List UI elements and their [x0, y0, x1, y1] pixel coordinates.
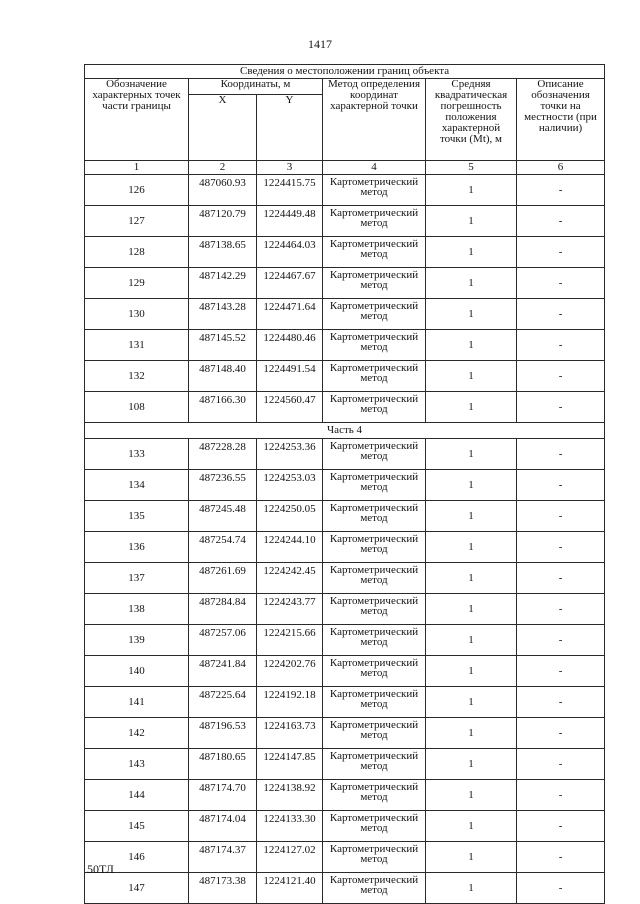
table-row — [85, 392, 605, 423]
point-number-cell: 146 — [85, 842, 189, 873]
description-cell: - — [517, 439, 605, 470]
x-coordinate-cell: 487166.30 — [189, 392, 257, 423]
x-coordinate-cell: 487241.84 — [189, 656, 257, 687]
table-row — [85, 594, 605, 625]
table-row — [85, 237, 605, 268]
section-row — [85, 423, 605, 439]
x-coordinate-cell: 487225.64 — [189, 687, 257, 718]
table-row — [85, 625, 605, 656]
page-number: 1417 — [308, 37, 332, 51]
description-cell: - — [517, 299, 605, 330]
accuracy-cell: 1 — [426, 842, 517, 873]
header-description: Описание обозначения точки на местности (при наличии) — [517, 79, 605, 161]
table-row — [85, 780, 605, 811]
table-row — [85, 206, 605, 237]
accuracy-cell: 1 — [426, 237, 517, 268]
method-cell: Картометрический метод — [323, 749, 426, 780]
x-coordinate-cell: 487254.74 — [189, 532, 257, 563]
x-coordinate-cell: 487174.70 — [189, 780, 257, 811]
method-cell: Картометрический метод — [323, 268, 426, 299]
table-title: Сведения о местоположении границ объекта — [85, 65, 605, 79]
accuracy-cell: 1 — [426, 718, 517, 749]
point-number-cell: 130 — [85, 299, 189, 330]
point-number-cell: 135 — [85, 501, 189, 532]
point-number-cell: 134 — [85, 470, 189, 501]
method-cell: Картометрический метод — [323, 206, 426, 237]
description-cell: - — [517, 625, 605, 656]
x-coordinate-cell: 487257.06 — [189, 625, 257, 656]
x-coordinate-cell: 487120.79 — [189, 206, 257, 237]
column-number-row — [85, 161, 605, 175]
point-number-cell: 127 — [85, 206, 189, 237]
x-coordinate-cell: 487180.65 — [189, 749, 257, 780]
accuracy-cell: 1 — [426, 206, 517, 237]
y-coordinate-cell: 1224127.02 — [257, 842, 323, 873]
y-coordinate-cell: 1224202.76 — [257, 656, 323, 687]
header-coordinates: Координаты, м — [189, 79, 323, 95]
column-number: 6 — [517, 161, 605, 175]
x-coordinate-cell: 487174.37 — [189, 842, 257, 873]
accuracy-cell: 1 — [426, 656, 517, 687]
y-coordinate-cell: 1224163.73 — [257, 718, 323, 749]
description-cell: - — [517, 361, 605, 392]
method-cell: Картометрический метод — [323, 439, 426, 470]
method-cell: Картометрический метод — [323, 330, 426, 361]
table-row — [85, 687, 605, 718]
column-number: 2 — [189, 161, 257, 175]
description-cell: - — [517, 749, 605, 780]
x-coordinate-cell: 487138.65 — [189, 237, 257, 268]
description-cell: - — [517, 811, 605, 842]
point-number-cell: 145 — [85, 811, 189, 842]
table-row — [85, 299, 605, 330]
table-row — [85, 749, 605, 780]
description-cell: - — [517, 470, 605, 501]
point-number-cell: 147 — [85, 873, 189, 904]
table-row — [85, 439, 605, 470]
x-coordinate-cell: 487060.93 — [189, 175, 257, 206]
x-coordinate-cell: 487284.84 — [189, 594, 257, 625]
description-cell: - — [517, 873, 605, 904]
accuracy-cell: 1 — [426, 563, 517, 594]
column-number: 5 — [426, 161, 517, 175]
accuracy-cell: 1 — [426, 361, 517, 392]
method-cell: Картометрический метод — [323, 470, 426, 501]
method-cell: Картометрический метод — [323, 687, 426, 718]
point-number-cell: 141 — [85, 687, 189, 718]
description-cell: - — [517, 175, 605, 206]
x-coordinate-cell: 487143.28 — [189, 299, 257, 330]
method-cell: Картометрический метод — [323, 237, 426, 268]
point-number-cell: 133 — [85, 439, 189, 470]
x-coordinate-cell: 487148.40 — [189, 361, 257, 392]
table-row — [85, 361, 605, 392]
x-coordinate-cell: 487245.48 — [189, 501, 257, 532]
header-method: Метод определения координат характерной точки — [323, 79, 426, 161]
header-accuracy: Средняя квадратическая погрешность положения характерной точки (Mt), м — [426, 79, 517, 161]
method-cell: Картометрический метод — [323, 625, 426, 656]
description-cell: - — [517, 268, 605, 299]
y-coordinate-cell: 1224133.30 — [257, 811, 323, 842]
header-designation: Обозначение характерных точек части границы — [85, 79, 189, 161]
accuracy-cell: 1 — [426, 811, 517, 842]
point-number-cell: 139 — [85, 625, 189, 656]
y-coordinate-cell: 1224242.45 — [257, 563, 323, 594]
description-cell: - — [517, 237, 605, 268]
y-coordinate-cell: 1224138.92 — [257, 780, 323, 811]
description-cell: - — [517, 656, 605, 687]
description-cell: - — [517, 330, 605, 361]
method-cell: Картометрический метод — [323, 299, 426, 330]
header-x: X — [189, 95, 257, 161]
section-label: Часть 4 — [85, 423, 605, 439]
method-cell: Картометрический метод — [323, 392, 426, 423]
table-row — [85, 470, 605, 501]
point-number-cell: 138 — [85, 594, 189, 625]
table-row — [85, 656, 605, 687]
table-row — [85, 811, 605, 842]
method-cell: Картометрический метод — [323, 873, 426, 904]
method-cell: Картометрический метод — [323, 594, 426, 625]
x-coordinate-cell: 487228.28 — [189, 439, 257, 470]
accuracy-cell: 1 — [426, 873, 517, 904]
y-coordinate-cell: 1224215.66 — [257, 625, 323, 656]
point-number-cell: 142 — [85, 718, 189, 749]
y-coordinate-cell: 1224253.36 — [257, 439, 323, 470]
accuracy-cell: 1 — [426, 594, 517, 625]
point-number-cell: 126 — [85, 175, 189, 206]
x-coordinate-cell: 487173.38 — [189, 873, 257, 904]
x-coordinate-cell: 487142.29 — [189, 268, 257, 299]
point-number-cell: 131 — [85, 330, 189, 361]
description-cell: - — [517, 206, 605, 237]
description-cell: - — [517, 392, 605, 423]
x-coordinate-cell: 487174.04 — [189, 811, 257, 842]
point-number-cell: 129 — [85, 268, 189, 299]
y-coordinate-cell: 1224243.77 — [257, 594, 323, 625]
x-coordinate-cell: 487196.53 — [189, 718, 257, 749]
accuracy-cell: 1 — [426, 268, 517, 299]
table-row — [85, 842, 605, 873]
point-number-cell: 136 — [85, 532, 189, 563]
table-row — [85, 268, 605, 299]
description-cell: - — [517, 687, 605, 718]
y-coordinate-cell: 1224147.85 — [257, 749, 323, 780]
table-row — [85, 563, 605, 594]
method-cell: Картометрический метод — [323, 811, 426, 842]
accuracy-cell: 1 — [426, 175, 517, 206]
column-number: 1 — [85, 161, 189, 175]
accuracy-cell: 1 — [426, 501, 517, 532]
description-cell: - — [517, 532, 605, 563]
method-cell: Картометрический метод — [323, 501, 426, 532]
column-number: 4 — [323, 161, 426, 175]
x-coordinate-cell: 487261.69 — [189, 563, 257, 594]
point-number-cell: 140 — [85, 656, 189, 687]
table-row — [85, 330, 605, 361]
method-cell: Картометрический метод — [323, 718, 426, 749]
column-number: 3 — [257, 161, 323, 175]
y-coordinate-cell: 1224192.18 — [257, 687, 323, 718]
y-coordinate-cell: 1224471.64 — [257, 299, 323, 330]
description-cell: - — [517, 501, 605, 532]
point-number-cell: 128 — [85, 237, 189, 268]
point-number-cell: 143 — [85, 749, 189, 780]
method-cell: Картометрический метод — [323, 842, 426, 873]
point-number-cell: 108 — [85, 392, 189, 423]
y-coordinate-cell: 1224449.48 — [257, 206, 323, 237]
boundary-coordinates-table — [84, 64, 605, 904]
method-cell: Картометрический метод — [323, 563, 426, 594]
footer-mark: 50ТЛ — [87, 862, 114, 876]
accuracy-cell: 1 — [426, 470, 517, 501]
y-coordinate-cell: 1224491.54 — [257, 361, 323, 392]
description-cell: - — [517, 594, 605, 625]
x-coordinate-cell: 487236.55 — [189, 470, 257, 501]
method-cell: Картометрический метод — [323, 175, 426, 206]
point-number-cell: 132 — [85, 361, 189, 392]
accuracy-cell: 1 — [426, 749, 517, 780]
point-number-cell: 137 — [85, 563, 189, 594]
y-coordinate-cell: 1224121.40 — [257, 873, 323, 904]
y-coordinate-cell: 1224253.03 — [257, 470, 323, 501]
y-coordinate-cell: 1224244.10 — [257, 532, 323, 563]
header-y: Y — [257, 95, 323, 161]
table-row — [85, 532, 605, 563]
accuracy-cell: 1 — [426, 780, 517, 811]
method-cell: Картометрический метод — [323, 780, 426, 811]
y-coordinate-cell: 1224250.05 — [257, 501, 323, 532]
table-row — [85, 718, 605, 749]
accuracy-cell: 1 — [426, 625, 517, 656]
y-coordinate-cell: 1224464.03 — [257, 237, 323, 268]
table-row — [85, 501, 605, 532]
accuracy-cell: 1 — [426, 687, 517, 718]
method-cell: Картометрический метод — [323, 532, 426, 563]
x-coordinate-cell: 487145.52 — [189, 330, 257, 361]
method-cell: Картометрический метод — [323, 656, 426, 687]
table-row — [85, 175, 605, 206]
accuracy-cell: 1 — [426, 439, 517, 470]
method-cell: Картометрический метод — [323, 361, 426, 392]
description-cell: - — [517, 718, 605, 749]
accuracy-cell: 1 — [426, 532, 517, 563]
accuracy-cell: 1 — [426, 299, 517, 330]
y-coordinate-cell: 1224467.67 — [257, 268, 323, 299]
y-coordinate-cell: 1224560.47 — [257, 392, 323, 423]
y-coordinate-cell: 1224480.46 — [257, 330, 323, 361]
accuracy-cell: 1 — [426, 330, 517, 361]
description-cell: - — [517, 780, 605, 811]
y-coordinate-cell: 1224415.75 — [257, 175, 323, 206]
description-cell: - — [517, 563, 605, 594]
point-number-cell: 144 — [85, 780, 189, 811]
accuracy-cell: 1 — [426, 392, 517, 423]
description-cell: - — [517, 842, 605, 873]
